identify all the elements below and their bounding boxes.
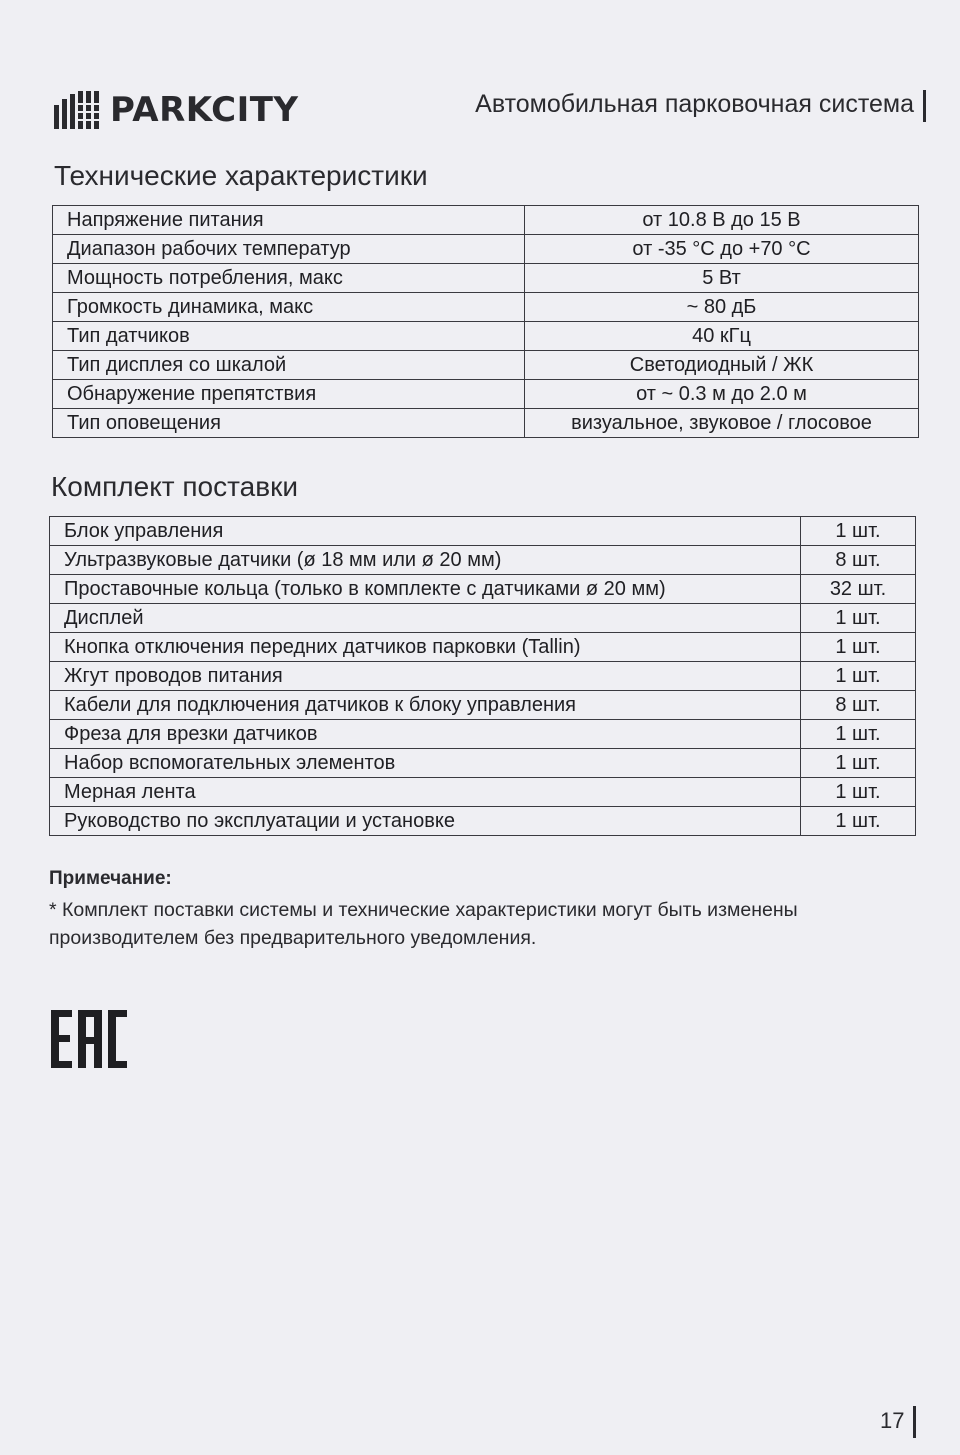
eac-certification-icon [51, 1010, 127, 1068]
spec-row [53, 206, 919, 235]
spec-row-value: 40 кГц [525, 322, 919, 351]
spec-row [53, 409, 919, 438]
spec-row-label: Обнаружение препятствия [53, 380, 525, 409]
spec-row [53, 293, 919, 322]
spec-row-value: 5 Вт [525, 264, 919, 293]
specs-heading: Технические характеристики [54, 160, 428, 191]
kit-row [50, 662, 916, 691]
spec-row [53, 264, 919, 293]
kit-row-value: 32 шт. [801, 575, 916, 604]
spec-row [53, 322, 919, 351]
kit-row [50, 633, 916, 662]
spec-row-label: Напряжение питания [53, 206, 525, 235]
kit-row-label: Дисплей [50, 604, 801, 633]
kit-row-value: 1 шт. [801, 749, 916, 778]
brand-logo [54, 88, 299, 132]
kit-row [50, 778, 916, 807]
kit-row-value: 1 шт. [801, 633, 916, 662]
kit-row-label: Ультразвуковые датчики (ø 18 мм или ø 20 мм) [50, 546, 801, 575]
kit-row-label: Набор вспомогательных элементов [50, 749, 801, 778]
page-number-divider [913, 1406, 916, 1438]
kit-row-label: Блок управления [50, 517, 801, 546]
spec-row-label: Тип дисплея со шкалой [53, 351, 525, 380]
kit-table [49, 516, 916, 836]
kit-row-label: Руководство по эксплуатации и установке [50, 807, 801, 836]
parkcity-logo-icon [54, 91, 104, 129]
kit-row-value: 8 шт. [801, 691, 916, 720]
kit-row-value: 1 шт. [801, 778, 916, 807]
spec-row-label: Громкость динамика, макс [53, 293, 525, 322]
kit-row-value: 1 шт. [801, 517, 916, 546]
kit-row [50, 604, 916, 633]
kit-row-label: Фреза для врезки датчиков [50, 720, 801, 749]
kit-row-label: Жгут проводов питания [50, 662, 801, 691]
spec-row [53, 351, 919, 380]
kit-row-value: 8 шт. [801, 546, 916, 575]
brand-name: PARKCITY [110, 90, 299, 130]
spec-row [53, 235, 919, 264]
spec-row-value: от -35 °С до +70 °С [525, 235, 919, 264]
kit-row-label: Кабели для подключения датчиков к блоку управления [50, 691, 801, 720]
page-number: 17 [880, 1408, 905, 1433]
kit-row-value: 1 шт. [801, 662, 916, 691]
kit-heading: Комплект поставки [51, 471, 298, 502]
spec-row-label: Тип оповещения [53, 409, 525, 438]
kit-row [50, 575, 916, 604]
kit-row-label: Мерная лента [50, 778, 801, 807]
kit-row-label: Кнопка отключения передних датчиков парковки (Tallin) [50, 633, 801, 662]
kit-row-label: Проставочные кольца (только в комплекте с датчиками ø 20 мм) [50, 575, 801, 604]
spec-row-label: Мощность потребления, макс [53, 264, 525, 293]
kit-row-value: 1 шт. [801, 807, 916, 836]
spec-row-value: от 10.8 В до 15 В [525, 206, 919, 235]
spec-row-label: Диапазон рабочих температур [53, 235, 525, 264]
kit-row-value: 1 шт. [801, 720, 916, 749]
kit-row [50, 691, 916, 720]
note-text: * Комплект поставки системы и технические характеристики могут быть изменены производителем без предварительного уведомления. [49, 899, 798, 949]
header-subtitle: Автомобильная парковочная система [475, 90, 914, 118]
spec-row-value: Светодиодный / ЖК [525, 351, 919, 380]
kit-row [50, 807, 916, 836]
spec-row-value: визуальное, звуковое / глосовое [525, 409, 919, 438]
spec-row-label: Тип датчиков [53, 322, 525, 351]
spec-row-value: ~ 80 дБ [525, 293, 919, 322]
note-title: Примечание: [49, 868, 172, 889]
header-divider [923, 90, 926, 122]
kit-row [50, 749, 916, 778]
kit-row [50, 546, 916, 575]
spec-row-value: от ~ 0.3 м до 2.0 м [525, 380, 919, 409]
specs-table [52, 205, 919, 438]
kit-row-value: 1 шт. [801, 604, 916, 633]
kit-row [50, 720, 916, 749]
spec-row [53, 380, 919, 409]
kit-row [50, 517, 916, 546]
